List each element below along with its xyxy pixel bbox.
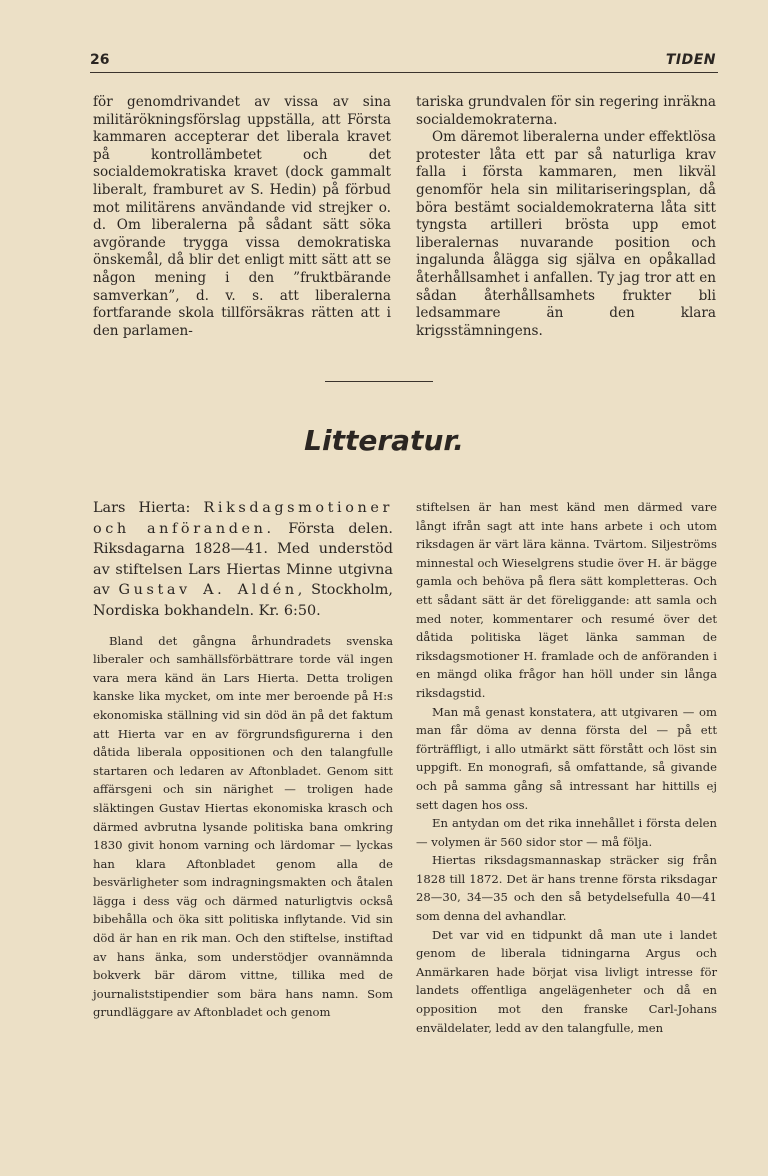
citation-details-1: Första delen. Riksdagarna 1828—41. Med understöd av stiftelsen Lars Hiertas Minne utgivna av <box>93 520 394 599</box>
review-paragraph: En antydan om det rika innehållet i första delen — volymen är 560 sidor stor — må följa. <box>416 816 717 849</box>
review-paragraph: Hiertas riksdagsmannaskap sträcker sig från 1828 till 1872. Det är hans trenne första riksdagar 28—30, 34—35 och den så betydelsefulla 40—41 som denna del avhandlar. <box>416 853 717 924</box>
review-body-right <box>416 498 717 1037</box>
book-title: Riksdagsmotioner och anföranden. <box>93 500 393 537</box>
section-title: Litteratur. <box>304 424 464 457</box>
journal-title: TIDEN <box>665 52 716 68</box>
review-author: Lars Hierta <box>93 500 186 516</box>
review-body-left <box>93 632 393 1022</box>
review-right-column <box>416 498 717 1037</box>
top-right-paragraph: Om däremot liberalerna under effektlösa protester låta ett par så naturliga krav falla i första kammaren, men likväl genomför hela sin militariseringsplan, då böra bestämt socialdemokraterna låta sitt tyngsta artilleri brösta upp emot liberalernas nuvarande position och ingalunda ålägga sig själva en opåkallad återhållsamhet i anfallen. Ty jag tror att en sådan återhållsamhets frukter bli ledsammare än den klara krigsstämningens. <box>416 129 716 339</box>
header-rule <box>90 72 718 73</box>
top-left-paragraph: för genomdrivandet av vissa av sina militärökningsförslag uppställa, att Första kammaren accepterar det liberala kravet på kontrollämbetet och det socialdemokratiska kravet (dock gammalt liberalt, framburet av S. Hedin) på förbud mot militärens användande vid strejker o. d. Om liberalerna på sådant sätt söka avgörande trygga vissa demokratiska önskemål, då blir det enligt mitt sätt att se någon mening i den ”fruktbärande samverkan”, d. v. s. att liberalerna fortfarande skola tillförsäkras rätten att i den parlamen- <box>93 94 391 339</box>
top-right-paragraph: tariska grundvalen för sin regering inräkna socialdemokraterna. <box>416 94 716 128</box>
review-left-column <box>93 498 393 1022</box>
book-editor: Gustav A. Aldén <box>118 582 298 599</box>
review-paragraph: Man må genast konstatera, att utgivaren — om man får döma av denna första del — på ett förträffligt, i allo utmärkt sätt förstått och löst sin uppgift. En monografi, så omfattande, så givande och på samma gång så intressant har hittills ej sett dagen hos oss. <box>416 704 717 812</box>
book-citation <box>93 498 393 622</box>
review-paragraph: Bland det gångna århundradets svenska liberaler och samhällsförbättrare torde väl ingen vara mera känd än Lars Hierta. Detta troligen kanske lika mycket, om inte mer beroende på H:s ekonomiska ställning vid sin död än på det faktum att Hierta var en av förgrundsfigurerna i den dåtida liberala oppositionen och den talangfulle startaren och ledaren av Aftonbladet. Genom sitt affärsgeni och sin närighet — troligen hade släktingen Gustav Hiertas ekonomiska krasch och därmed avbrutna lysande politiska bana omkring 1830 givit honom varning och lärdomar — lyckas han klara Aftonbladet genom alla de besvärligheter som indragningsmakten och åtalen lägga i dess väg och därmed naturligtvis också bibehålla och öka sitt politiska inflytande. Vid sin död är han en rik man. Och den stiftelse, instiftad av hans änka, som understödjer ovannämnda bokverk bär därom vittne, tillika med de journaliststipendier som bära hans namn. Som grundläggare av Aftonbladet och genom <box>93 633 393 1020</box>
top-left-column <box>93 94 391 340</box>
top-right-column <box>416 94 716 340</box>
citation-details-2: , Stockholm, Nordiska bokhandeln. Kr. 6:50. <box>93 582 393 619</box>
section-divider <box>325 381 433 382</box>
citation-colon: : <box>185 500 204 516</box>
review-paragraph: stiftelsen är han mest känd men därmed vare långt ifrån sagt att inte hans arbete i och utom riksdagen är värt lära känna. Tvärtom. Siljeströms minnestal och Wieselgrens studie över H. är bägge gamla och behöva på flera sätt kompletteras. Och ett sådant sätt är det föreliggande: att samla och med noter, kommentarer och resumé över det dåtida politiska läget länka samman de riksdagsmotioner H. framlade och de anföranden i en mängd olika frågor han höll under sin långa riksdagstid. <box>416 500 717 700</box>
review-paragraph: Det var vid en tidpunkt då man ute i landet genom de liberala tidningarna Argus och Anmärkaren hade börjat visa livligt intresse för landets offentliga angelägenheter och då en opposition mot den franske Carl-Johans enväldelater, ledd av den talangfulle, men <box>416 927 717 1035</box>
page-number: 26 <box>90 52 110 68</box>
